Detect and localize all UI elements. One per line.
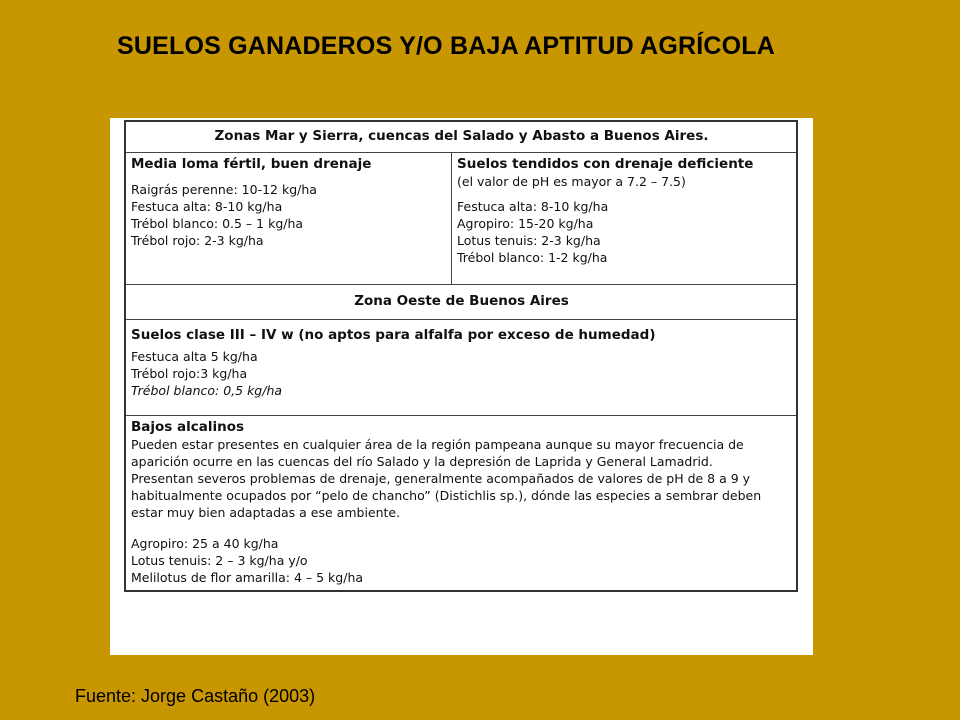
list-item: Trébol blanco: 0,5 kg/ha	[131, 383, 283, 398]
cell-suelos-tendidos	[452, 153, 798, 285]
list-item: Festuca alta: 8-10 kg/ha	[131, 199, 283, 214]
list-item: Trébol rojo: 2-3 kg/ha	[131, 233, 264, 248]
list-item: Agropiro: 15-20 kg/ha	[457, 216, 594, 231]
source-note: Fuente: Jorge Castaño (2003)	[75, 686, 316, 706]
list-item: Festuca alta 5 kg/ha	[131, 349, 258, 364]
list-item: Melilotus de flor amarilla: 4 – 5 kg/ha	[131, 570, 364, 585]
list-item: Raigrás perenne: 10-12 kg/ha	[131, 182, 317, 197]
zone-header-oeste: Zona Oeste de Buenos Aires	[125, 285, 797, 320]
cell-heading: Suelos tendidos con drenaje deficiente	[457, 156, 754, 172]
list-item: Trébol blanco: 1-2 kg/ha	[457, 250, 608, 265]
cell-bajos-alcalinos	[125, 416, 797, 592]
cell-note: (el valor de pH es mayor a 7.2 – 7.5)	[457, 174, 686, 189]
slide-title: SUELOS GANADEROS Y/O BAJA APTITUD AGRÍCOLA	[117, 32, 775, 60]
list-item: Festuca alta: 8-10 kg/ha	[457, 199, 609, 214]
cell-heading: Suelos clase III – IV w (no aptos para alfalfa por exceso de humedad)	[131, 327, 656, 343]
table-panel	[110, 118, 813, 655]
list-item: Agropiro: 25 a 40 kg/ha	[131, 536, 279, 551]
cell-heading: Bajos alcalinos	[131, 419, 245, 435]
seeding-table	[124, 120, 798, 592]
cell-media-loma	[125, 153, 452, 285]
list-item: Trébol rojo:3 kg/ha	[131, 366, 248, 381]
cell-suelos-clase	[125, 320, 797, 416]
list-item: Lotus tenuis: 2-3 kg/ha	[457, 233, 601, 248]
paragraph: Pueden estar presentes en cualquier área de la región pampeana aunque su mayor frecuencia de aparición ocurre en las cuencas del río Salado y la depresión de Laprida y General Lamadrid.	[131, 437, 744, 469]
list-item: Trébol blanco: 0.5 – 1 kg/ha	[131, 216, 304, 231]
list-item: Lotus tenuis: 2 – 3 kg/ha y/o	[131, 553, 308, 568]
cell-heading: Media loma fértil, buen drenaje	[131, 156, 372, 172]
paragraph: Presentan severos problemas de drenaje, generalmente acompañados de valores de pH de 8 a 9 y habitualmente ocupados por “pelo de chancho” (Distichlis sp.), dónde las especies a sembrar deben estar muy bien adaptadas a ese ambiente.	[131, 471, 762, 520]
zone-header-mar-y-sierra: Zonas Mar y Sierra, cuencas del Salado y Abasto a Buenos Aires.	[125, 121, 797, 153]
